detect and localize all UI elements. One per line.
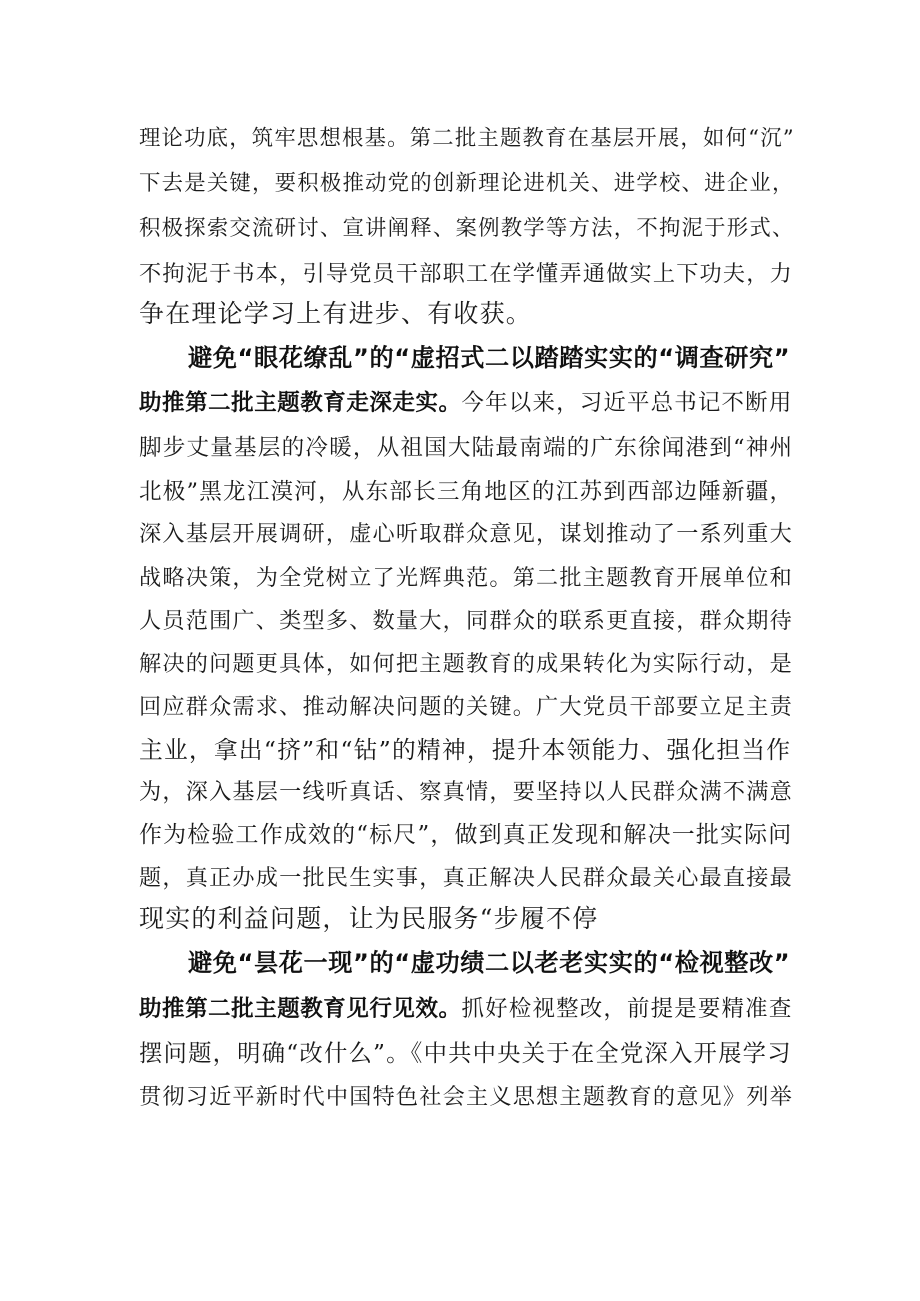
line-text: 北极”黑龙江漠河，从东部长三角地区的江苏到西部边陲新疆， [139,479,794,505]
line-text: 不拘泥于书本，引导党员干部职工在学懂弄通做实上下功夫，力 [139,261,793,287]
line-text: 摆问题，明确“改什么”。《中共中央关于在全党深入开展学习 [139,1039,792,1067]
body-line [139,122,795,156]
body-line [139,818,792,852]
body-line [139,647,793,681]
body-line [139,604,793,638]
body-line [139,775,793,809]
section-heading-text: 助推第二批主题教育见行见效。 [139,996,462,1022]
line-text: 主业，拿出“挤”和“钻”的精神，提升本领能力、强化担当作 [139,736,792,764]
line-text: 为，深入基层一线听真话、察真情，要坚持以人民群众满不满意 [139,779,793,805]
line-text: 脚步丈量基层的冷暖，从祖国大陆最南端的广东徐闻港到“神州 [139,435,794,461]
body-line [139,1036,792,1070]
section-heading-line [188,946,790,980]
line-text: 解决的问题更具体，如何把主题教育的成果转化为实际行动，是 [139,651,793,677]
body-line [139,475,793,509]
body-line [139,690,793,724]
line-text: 积极探索交流研讨、宣讲阐释、案例教学等方法，不拘泥于形式、 [139,216,795,241]
line-text: 争在理论学习上有进步、有收获。 [139,299,533,328]
line-text: 深入基层开展调研，虚心听取群众意见，谋划推动了一系列重大 [139,521,793,547]
section-heading-text: 助推第二批主题教育走深走实。 [139,390,462,416]
line-text: 今年以来，习近平总书记不断用 [461,390,793,416]
line-text: 题，真正办成一批民生实事，真正解决人民群众最关心最直接最 [139,865,793,891]
body-line [139,1080,793,1114]
body-line [139,212,795,246]
line-text: 作为检验工作成效的“标尺”，做到真正发现和解决一批实际问 [139,822,793,848]
line-text: 人员范围广、类型多、数量大，同群众的联系更直接，群众期待 [139,608,793,634]
line-text: 回应群众需求、推动解决问题的关键。广大党员干部要立足主责 [139,694,793,720]
body-line [139,517,793,551]
body-line [139,992,792,1026]
section-heading-line [188,341,790,375]
body-line [139,431,793,465]
body-line [139,902,598,936]
body-line [139,167,795,201]
body-line [139,861,793,895]
line-text: 理论功底，筑牢思想根基。第二批主题教育在基层开展，如何“沉” [139,126,795,151]
line-text: 抓好检视整改，前提是要精准查 [461,996,793,1022]
line-text: 战略决策，为全党树立了光辉典范。第二批主题教育开展单位和 [139,565,793,591]
section-heading-text: 避免“眼花缭乱”的“虚招式二以踏踏实实的“调查研究” [188,344,791,372]
body-line [139,386,792,420]
line-text: 现实的利益问题，让为民服务“步履不停 [139,904,599,933]
body-line [139,297,532,331]
body-line [139,561,793,595]
line-text: 贯彻习近平新时代中国特色社会主义思想主题教育的意见》列举 [139,1084,793,1110]
body-line [139,733,791,767]
line-text: 下去是关键，要积极推动党的创新理论进机关、进学校、进企业， [139,171,795,196]
body-line [139,257,793,291]
section-heading-text: 避免“昙花一现”的“虚功绩二以老老实实的“检视整改” [188,949,791,977]
